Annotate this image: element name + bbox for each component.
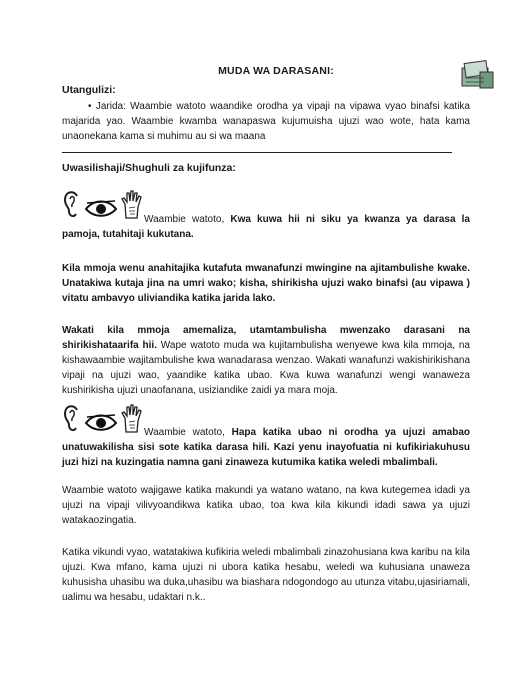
block5-paragraph: Waambie watoto wajigawe katika makundi ya watano watano, na kwa kutegemea idadi ya ujuzi na vipaji vilivyoandikwa katika ubao, toa kwa kila kikundi idadi sawa ya ujuzi watakaozingatia. (62, 485, 470, 526)
block3-bold: Wakati kila mmoja amemaliza, utamtambulisha mwenzako darasani na shirikishataarifa hii. (62, 325, 470, 351)
block4-paragraph (62, 425, 470, 470)
block1-lead: Waambie watoto, (144, 214, 231, 225)
block2-paragraph (62, 261, 470, 306)
block4-bold: Hapa katika ubao ni orodha ya ujuzi amabao unatuwakilisha sisi sote katika darasa hili. Kazi yenu inayofuatia ni kufikiriakuhusu juzi hizi na kuzingatia namna gani zinaweza kutumika katika weledi mbalimbali. (62, 427, 470, 468)
block2-bold: Kila mmoja wenu anahitajika kutafuta mwanafunzi mwingine na ajitambulishe kwake. Unatakiwa kutaja jina na umri wako; kisha, shirikisha ujuzi wako binafsi (au vipawa ) vitatu ambavyo uliviandika katika jarida lako. (62, 263, 470, 304)
block6-paragraph: Katika vikundi vyao, watatakiwa kufikiria weledi mbalimbali zinazohusiana kwa karibu na kila ujuzi. Kwa mfano, kama ujuzi ni ubora katika hesabu, weledi wa kuhusiana unaweza kuhusisha uhasibu wa duka,uhasibu wa biashara ndogondogo au utunza vitabu,ujasiriamali, ualimu wa hesabu, udaktari n.k.. (62, 547, 470, 603)
block3-paragraph (62, 323, 470, 398)
utangulizi-heading: Utangulizi: (62, 84, 116, 96)
divider (62, 152, 452, 153)
block4-lead: Waambie watoto, (144, 427, 232, 438)
block1-bold: Kwa kuwa hii ni siku ya kwanza ya darasa la pamoja, tutahitaji kukutana. (62, 214, 470, 240)
section-heading: Uwasilishaji/Shughuli za kujifunza: (62, 162, 236, 174)
utangulizi-paragraph: • Jarida: Waambie watoto waandike orodha ya vipaji na vipawa vyao binafsi katika majarida yao. Waambie kwamba wanapaswa kujumuisha ujuzi wao wote, hata kama unaonekana kama si muhimu au si wa maana (62, 101, 470, 142)
block1-paragraph (62, 212, 470, 242)
page-title: MUDA WA DARASANI: (218, 65, 334, 77)
block3-rest: Wape watoto muda wa kujitambulisha wenyewe kwa kila mmoja, na kishawaambie wajitambulishe kwa wanadarasa wenzao. Wakati wanafunzi wakishirikishana vipaji na ujuzi wao, yaandike katika ubao. Kwa kuwa wanafunzi wengi wanaweza kushirikisha ujuzi unaofanana, usiziandike zaidi ya mara moja. (62, 340, 470, 396)
